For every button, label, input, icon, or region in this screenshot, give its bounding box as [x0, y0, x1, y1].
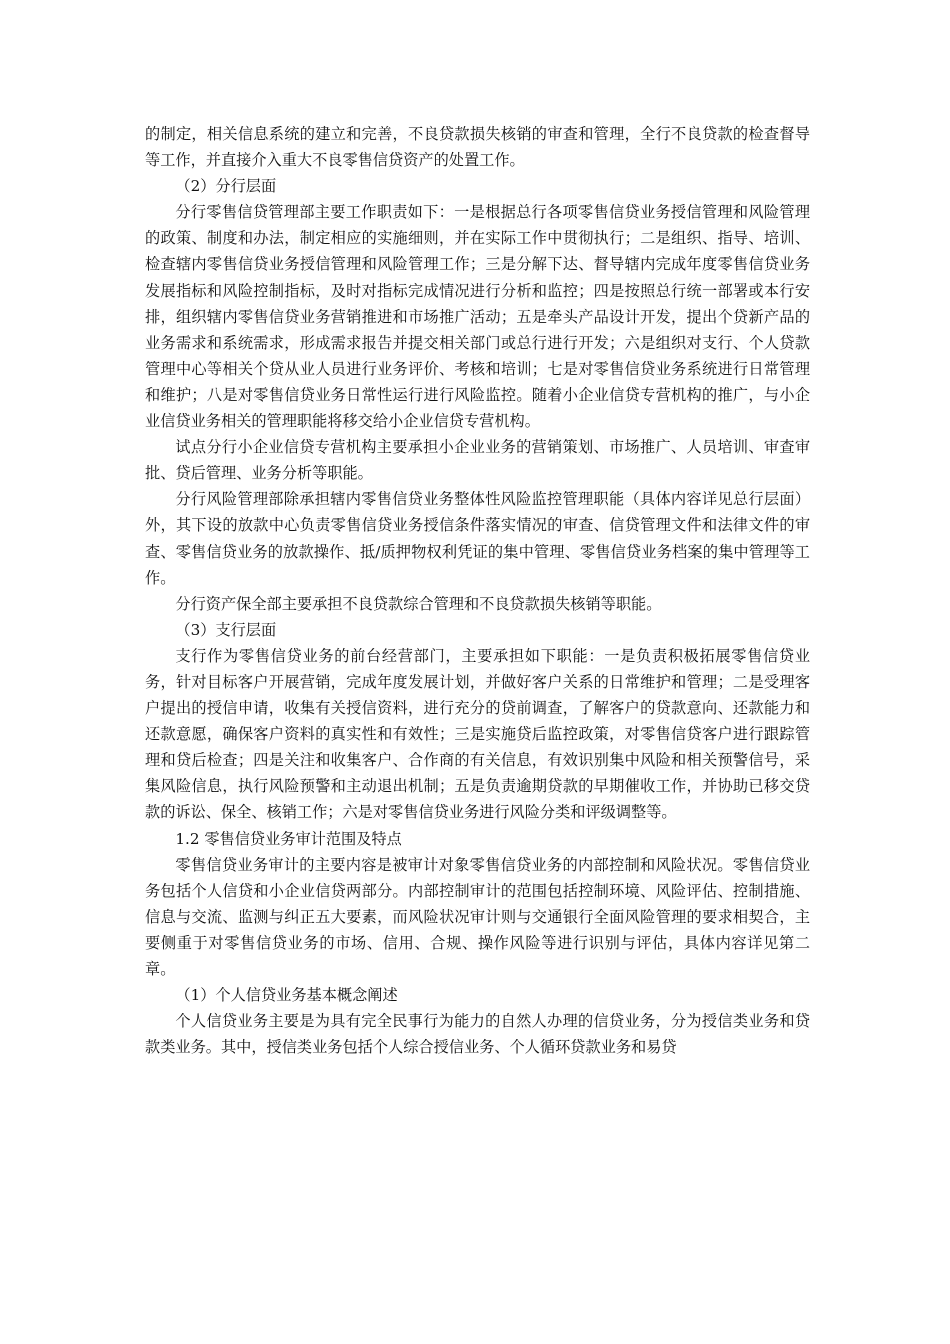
paragraph-audit-scope: 零售信贷业务审计的主要内容是被审计对象零售信贷业务的内部控制和风险状况。零售信贷业务包括个人信贷和小企业信贷两部分。内部控制审计的范围包括控制环境、风险评估、控制措施、信息与交流、监测与纠正五大要素，而风险状况审计则与交通银行全面风险管理的要求相契合，主要侧重于对零售信贷业务的市场、信用、合规、操作风险等进行识别与评估，具体内容详见第二章。: [145, 855, 810, 978]
section-heading-subbranch-level: （3）支行层面: [175, 620, 277, 639]
paragraph-subbranch-duties: 支行作为零售信贷业务的前台经营部门，主要承担如下职能：一是负责积极拓展零售信贷业务，针对目标客户开展营销，完成年度发展计划，并做好客户关系的日常维护和管理；二是受理客户提出的授信申请，收集有关授信资料，进行充分的贷前调查，了解客户的贷款意向、还款能力和还款意愿，确保客户资料的真实性和有效性；三是实施贷后监控政策，对零售信贷客户进行跟踪管理和贷后检查；四是关注和收集客户、合作商的有关信息，有效识别集中风险和相关预警信号，采集风险信息，执行风险预警和主动退出机制；五是负责逾期贷款的早期催收工作，并协助已移交贷款的诉讼、保全、核销工作；六是对零售信贷业务进行风险分类和评级调整等。: [145, 646, 810, 822]
document-page: [145, 121, 810, 1060]
paragraph-1: 的制定，相关信息系统的建立和完善，不良贷款损失核销的审查和管理，全行不良贷款的检查督导等工作，并直接介入重大不良零售信贷资产的处置工作。: [145, 125, 810, 170]
paragraph-asset-preservation-dept: 分行资产保全部主要承担不良贷款综合管理和不良贷款损失核销等职能。: [175, 594, 662, 613]
paragraph-personal-credit: 个人信贷业务主要是为具有完全民事行为能力的自然人办理的信贷业务，分为授信类业务和贷款类业务。其中，授信类业务包括个人综合授信业务、个人循环贷款业务和易贷: [145, 1012, 810, 1057]
section-heading-audit-scope: 1.2 零售信贷业务审计范围及特点: [175, 829, 402, 848]
paragraph-branch-retail-credit-duties: 分行零售信贷管理部主要工作职责如下：一是根据总行各项零售信贷业务授信管理和风险管理的政策、制度和办法，制定相应的实施细则，并在实际工作中贯彻执行；二是组织、指导、培训、检查辖内零售信贷业务授信管理和风险管理工作；三是分解下达、督导辖内完成年度零售信贷业务发展指标和风险控制指标，及时对指标完成情况进行分析和监控；四是按照总行统一部署或本行安排，组织辖内零售信贷业务营销推进和市场推广活动；五是牵头产品设计开发，提出个贷新产品的业务需求和系统需求，形成需求报告并提交相关部门或总行进行开发；六是组织对支行、个人贷款管理中心等相关个贷从业人员进行业务评价、考核和培训；七是对零售信贷业务系统进行日常管理和维护；八是对零售信贷业务日常性运行进行风险监控。随着小企业信贷专营机构的推广，与小企业信贷业务相关的管理职能将移交给小企业信贷专营机构。: [145, 203, 810, 431]
section-heading-branch-level: （2）分行层面: [175, 177, 277, 196]
section-heading-personal-credit-concepts: （1）个人信贷业务基本概念阐述: [175, 986, 398, 1005]
paragraph-pilot-small-business: 试点分行小企业信贷专营机构主要承担小企业业务的营销策划、市场推广、人员培训、审查审批、贷后管理、业务分析等职能。: [145, 438, 810, 483]
paragraph-risk-management-dept: 分行风险管理部除承担辖内零售信贷业务整体性风险监控管理职能（具体内容详见总行层面）外，其下设的放款中心负责零售信贷业务授信条件落实情况的审查、信贷管理文件和法律文件的审查、零售信贷业务的放款操作、抵/质押物权利凭证的集中管理、零售信贷业务档案的集中管理等工作。: [145, 490, 810, 587]
